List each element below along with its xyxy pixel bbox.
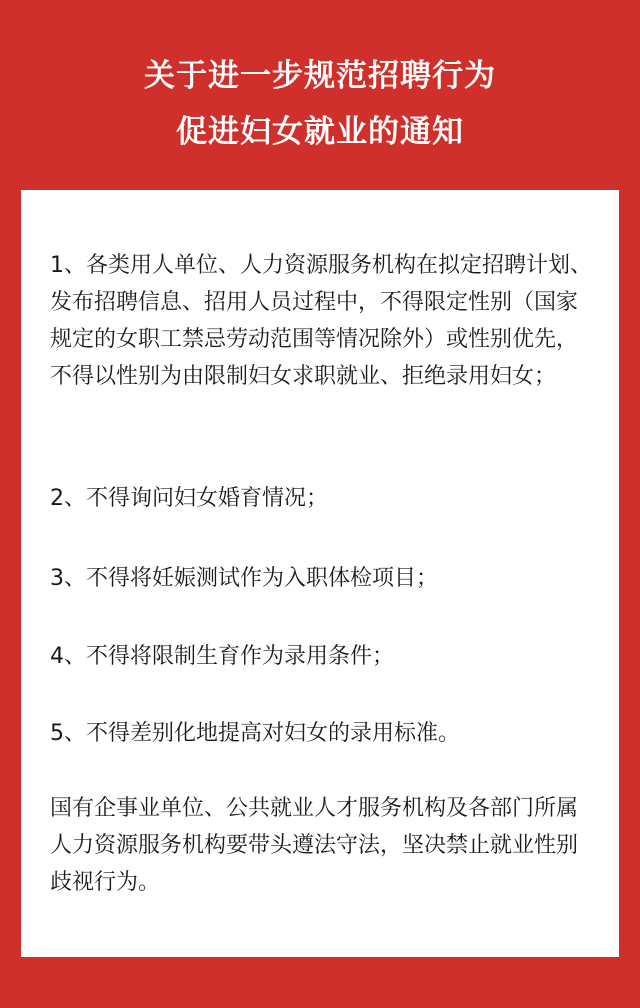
notice-item-1: 1、各类用人单位、人力资源服务机构在拟定招聘计划、发布招聘信息、招用人员过程中，不得限定性别（国家规定的女职工禁忌劳动范围等情况除外）或性别优先，不得以性别为由限制妇女求职就业、拒绝录用妇女； xyxy=(50,253,592,389)
notice-header xyxy=(0,0,640,190)
title-line-2: 促进妇女就业的通知 xyxy=(176,114,464,150)
notice-card xyxy=(21,190,619,957)
notice-item-4: 4、不得将限制生育作为录用条件； xyxy=(50,644,394,669)
notice-item-3: 3、不得将妊娠测试作为入职体检项目； xyxy=(50,566,438,591)
title-line-1: 关于进一步规范招聘行为 xyxy=(144,58,496,94)
notice-closing-paragraph: 国有企事业单位、公共就业人才服务机构及各部门所属人力资源服务机构要带头遵法守法，坚决禁止就业性别歧视行为。 xyxy=(50,796,579,895)
notice-item-2: 2、不得询问妇女婚育情况； xyxy=(50,486,328,511)
notice-item-5: 5、不得差别化地提高对妇女的录用标准。 xyxy=(50,721,460,746)
